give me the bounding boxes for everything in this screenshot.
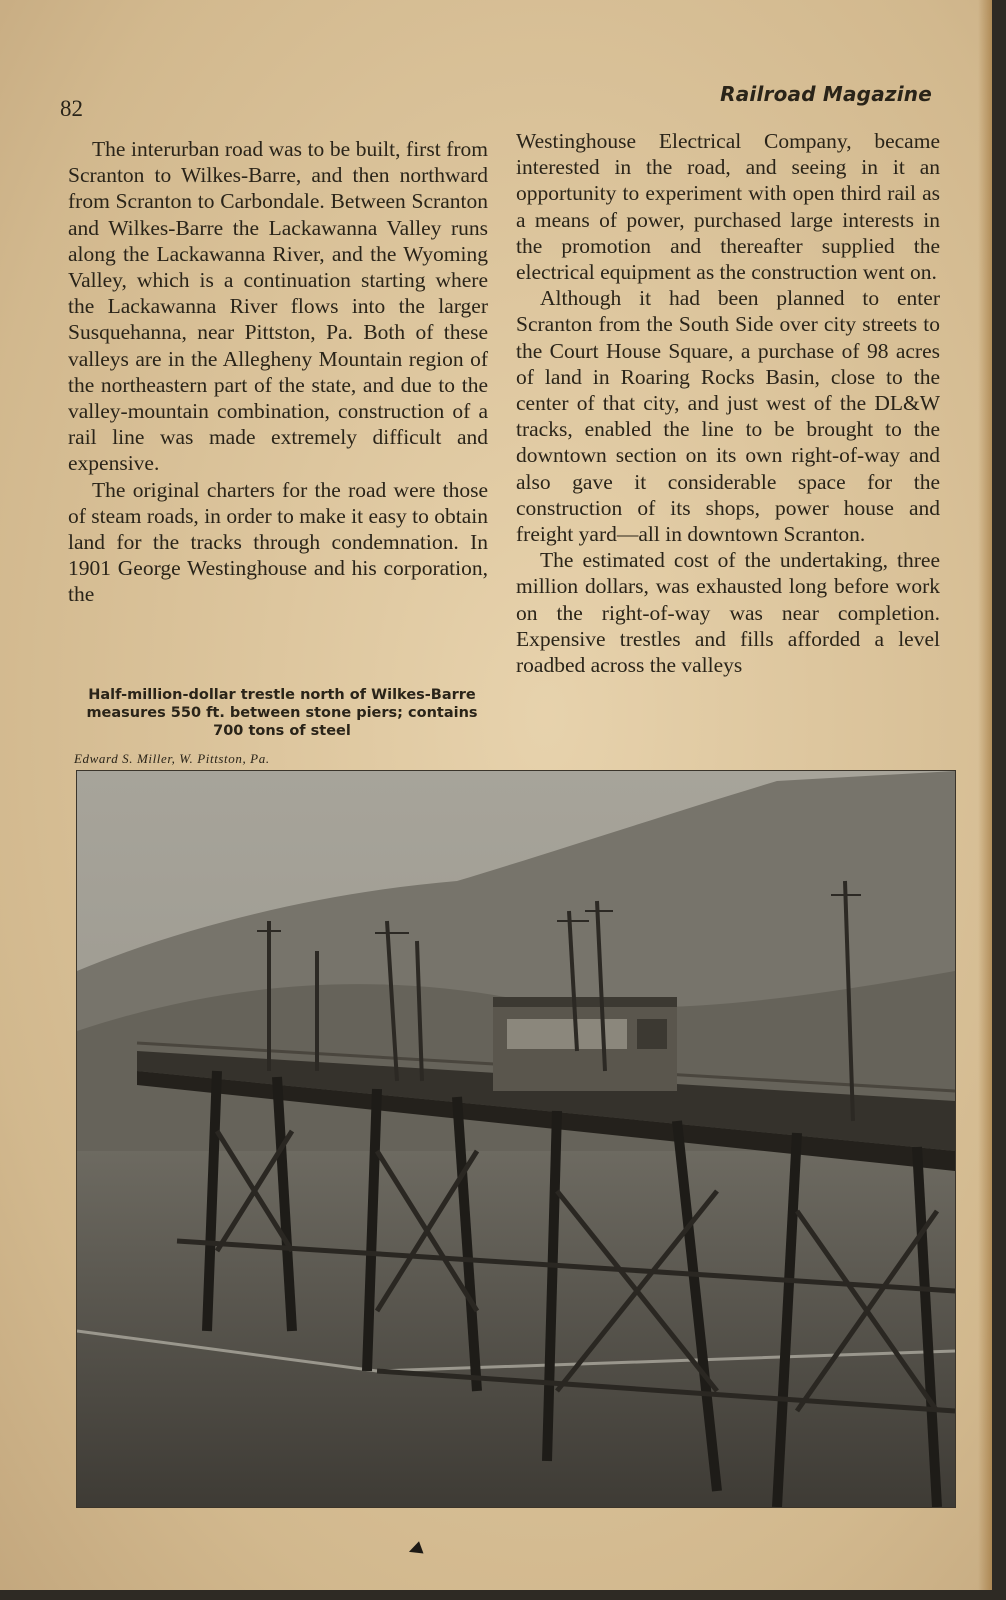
magazine-title: Railroad Magazine xyxy=(720,82,932,106)
trolley-car xyxy=(493,997,677,1091)
body-paragraph: The estimated cost of the undertaking, three million dollars, was exhausted long before work on the right-of-way was near completion. Expensive trestles and fills afforded a level roadbed across the valleys xyxy=(516,548,940,678)
left-text-column xyxy=(68,136,488,608)
trestle-photo xyxy=(76,770,956,1508)
right-text-column xyxy=(516,128,940,678)
page-end-mark: ◄ xyxy=(400,1533,430,1565)
photo-caption: Half-million-dollar trestle north of Wilkes-Barre measures 550 ft. between stone piers; contains 700 tons of steel xyxy=(86,687,478,739)
trestle-photo-illustration xyxy=(77,771,955,1507)
page-number: 82 xyxy=(60,96,83,121)
body-paragraph: Although it had been planned to enter Scranton from the South Side over city streets to the Court House Square, a purchase of 98 acres of land in Roaring Rocks Basin, close to the center of that city, and just west of the DL&W tracks, enabled the line to be brought to the downtown section on its own right-of-way and also gave it considerable space for the construction of its shops, power house and freight yard—all in downtown Scranton. xyxy=(516,286,940,547)
body-paragraph: Westinghouse Electrical Company, became interested in the road, and seeing in it an opportunity to experiment with open third rail as a means of power, purchased large interests in the promotion and thereafter supplied the electrical equipment as the construction went on. xyxy=(516,129,940,285)
photo-credit: Edward S. Miller, W. Pittston, Pa. xyxy=(74,751,270,766)
body-paragraph: The original charters for the road were those of steam roads, in order to make it easy to obtain land for the tracks through condemnation. In 1901 George Westinghouse and his corporation, the xyxy=(68,477,488,607)
body-paragraph: The interurban road was to be built, first from Scranton to Wilkes-Barre, and then northward from Scranton to Carbondale. Between Scranton and Wilkes-Barre the Lackawanna Valley runs along the Lackawanna River, and the Wyoming Valley, which is a continuation starting where the Lackawanna River flows into the larger Susquehanna, near Pittston, Pa. Both of these valleys are in the Allegheny Mountain region of the northeastern part of the state, and due to the valley-mountain combination, construction of a rail line was made extremely difficult and expensive. xyxy=(68,137,488,476)
